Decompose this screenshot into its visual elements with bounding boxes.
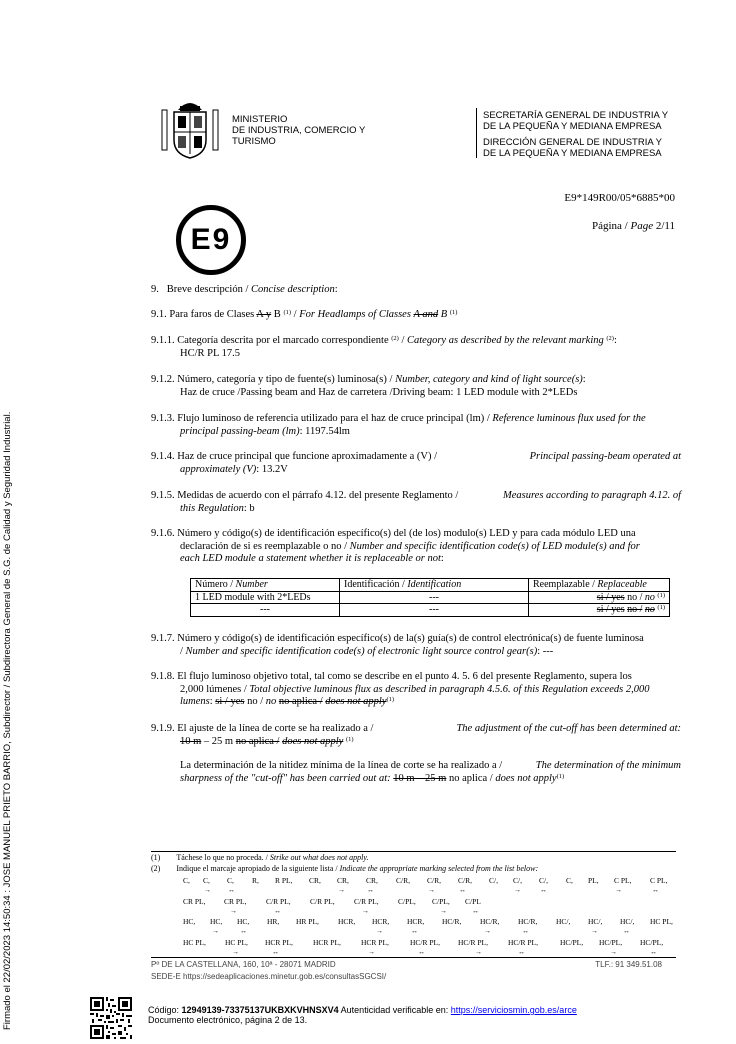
ministry-name: MINISTERIO DE INDUSTRIA, COMERCIO Y TURISMO bbox=[232, 114, 366, 147]
cell-id: --- bbox=[340, 591, 529, 604]
footer-address: Pº DE LA CASTELLANA, 160, 10ª - 28071 MADRID bbox=[151, 960, 336, 969]
cell-id: --- bbox=[340, 604, 529, 617]
qr-code bbox=[90, 997, 132, 1039]
section-9-1-9: 9.1.9. El ajuste de la línea de corte se ha realizado a / The adjustment of the cut-off has been determined at: 10 m – 25 m no aplica / does not apply $^{(1)}$ bbox=[151, 723, 681, 747]
section-9-1-4: 9.1.4. Haz de cruce principal que funcione aproximadamente a (V) / Principal passing-beam operated at approximately (V): 13.2V bbox=[151, 451, 681, 475]
verification-link[interactable]: https://serviciosmin.gob.es/arce bbox=[450, 1005, 577, 1015]
cutoff-sharpness: La determinación de la nitidez mínima de la línea de corte se ha realizado a / The determination of the minimum sharpness of the "cut-off" has been carried out at: 10 m – 25 m no aplica / does not apply$^{(1)}$ bbox=[180, 760, 681, 784]
footer-sede: SEDE-E https://sedeaplicaciones.minetur.gob.es/consultasSGCSI/ bbox=[151, 972, 387, 981]
section-9-1-2: 9.1.2. Número, categoría y tipo de fuente(s) luminosa(s) / Number, category and kind of light source(s): Haz de cruce /Passing beam and Haz de carretera /Driving beam: 1 LED module with 2*LEDs bbox=[151, 374, 586, 398]
section-9-1-1: 9.1.1. Categoría descrita por el marcado correspondiente $^{(2)}$ / Category as described by the relevant marking $^{(2)}$: HC/R PL 17.5 bbox=[151, 335, 617, 359]
cell-replaceable: si / yes no / no $^{(1)}$ bbox=[529, 604, 670, 617]
section-9-1-6: 9.1.6. Número y código(s) de identificación específico(s) del (de los) modulo(s) LED y para cada módulo LED una declaración de si es reemplazable o no / Number and specific identification code(s) of LED module(s) and for each LED module a statement whether it is replaceable or not: bbox=[151, 528, 640, 564]
section-9-1-3: 9.1.3. Flujo luminoso de referencia utilizado para el haz de cruce principal (lm) / Reference luminous flux used for the principal passing-beam (lm): 1197.54lm bbox=[151, 413, 646, 437]
section-9-1-5: 9.1.5. Medidas de acuerdo con el párrafo 4.12. del presente Reglamento / Measures according to paragraph 4.12. of this Regulation: b bbox=[151, 490, 681, 514]
section-9: 9. Breve descripción / Concise description: bbox=[151, 284, 338, 295]
footnote-1: (1) Táchese lo que no proceda. / Strike out what does not apply. bbox=[151, 853, 369, 862]
cell-number: 1 LED module with 2*LEDs bbox=[191, 591, 340, 604]
section-9-1-7: 9.1.7. Número y código(s) de identificación específico(s) de la(s) guía(s) de control electrónica(s) de fuente luminosa / Number and specific identification code(s) of electronic light source control gear(s): --- bbox=[151, 633, 644, 657]
secretaria-name: SECRETARÍA GENERAL DE INDUSTRIA Y DE LA PEQUEÑA Y MEDIANA EMPRESA bbox=[483, 110, 669, 132]
section-9-1: 9.1. Para faros de Clases A y B $^{(1)}$ / For Headlamps of Classes A and B $^{(1)}$ bbox=[151, 309, 458, 320]
cell-number: --- bbox=[191, 604, 340, 617]
page-number: Página / Page 2/11 bbox=[591, 220, 675, 232]
signature-sidebar: Firmado el 22/02/2023 14:50:34 : JOSE MANUEL PRIETO BARRIO, Subdirector / Subdirectora General de S.G. de Calidad y Seguridad Industrial. bbox=[2, 411, 13, 1030]
footer-divider bbox=[151, 957, 676, 958]
footer-phone: TLF.: 91 349.51.08 bbox=[595, 960, 662, 969]
header-replaceable: Reemplazable / Replaceable bbox=[529, 579, 670, 592]
marking-codes: C, C, C, R, R PL, CR, CR, CR, C/R, C/R, C/R, C/, C/, C/, C, PL, C PL, C PL, → ↔ → ↔ → ↔ → ↔ → ↔ CR PL, CR PL, C/R PL, C/R PL, C/R PL, C/PL, C/PL, C/PL → ↔ → → ↔ HC, HC, HC, HR, HR PL, HCR, HCR, HCR, HC/R, HC/R, HC/R, HC/, HC/, HC/, HC PL, → ↔ → ↔ → ↔ → ↔ HC PL, HC PL, HCR PL, HCR PL, HCR PL, HC/R PL, HC/R PL, HC/R PL, HC/PL, HC/PL, HC/PL, → ↔ → ↔ → ↔ → ↔ bbox=[183, 876, 673, 956]
footnote-2: (2) Indique el marcaje apropiado de la siguiente lista / Indicate the appropriate marking selected from the list below: bbox=[151, 864, 539, 873]
e-mark-label: E9 bbox=[190, 223, 232, 256]
section-9-1-8: 9.1.8. El flujo luminoso objetivo total, tal como se describe en el punto 4. 5. 6 del presente Reglamento, supera los 2,000 lúmenes / Total objective luminous flux as described in paragraph 4.5.6. of this Regulation exceeds 2,000 lumens: si / yes no / no no aplica / does not apply$^{(1)}$ bbox=[151, 671, 650, 707]
direccion-name: DIRECCIÓN GENERAL DE INDUSTRIA Y DE LA PEQUEÑA Y MEDIANA EMPRESA bbox=[483, 137, 662, 159]
cell-replaceable: si / yes no / no $^{(1)}$ bbox=[529, 591, 670, 604]
header-identification: Identificación / Identification bbox=[340, 579, 529, 592]
header-number: Número / Number bbox=[191, 579, 340, 592]
document-page-info: Documento electrónico, página 2 de 13. bbox=[148, 1015, 308, 1025]
verification-code: Código: 12949139-73375137UKBXKVHNSXV4 Autenticidad verificable en: https://serviciosmin.gob.es/arce bbox=[148, 1005, 577, 1015]
approval-reference: E9*149R00/05*6885*00 bbox=[564, 192, 675, 204]
